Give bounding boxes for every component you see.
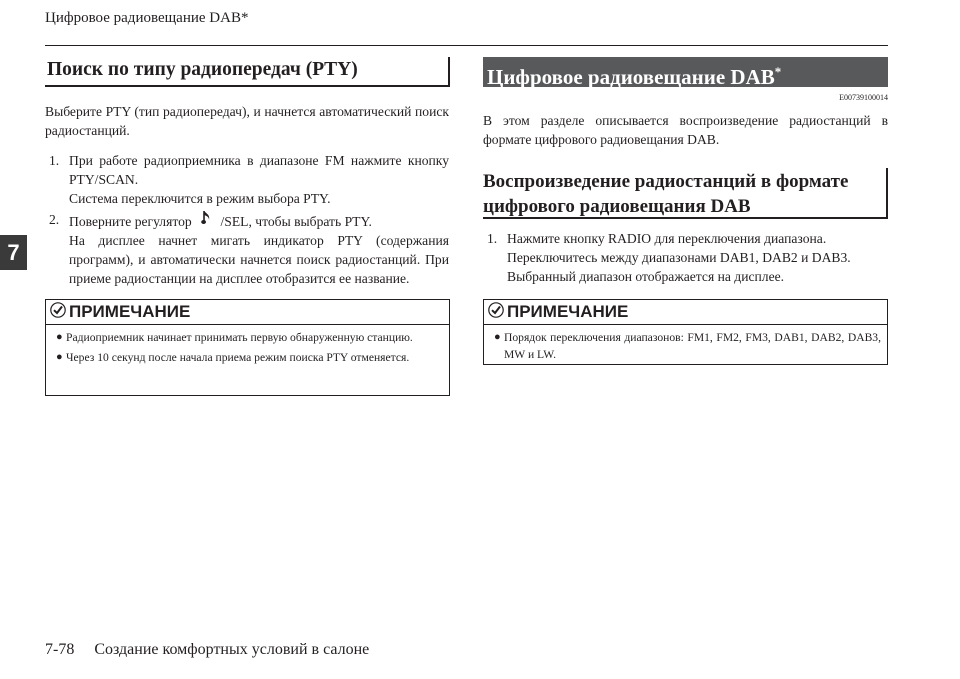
- pty-intro: Выберите PTY (тип радиопередач), и начнется автоматический поиск радиостанций.: [45, 104, 449, 138]
- page-number: 7-78: [45, 641, 75, 658]
- note-text: Через 10 секунд после начала приема режим поиска PTY отменяется.: [66, 351, 410, 364]
- dab-section-title: [483, 57, 888, 87]
- note-text: Радиоприемник начинает принимать первую обнаруженную станцию.: [66, 331, 413, 344]
- pty-steps: [49, 151, 449, 288]
- step-result: Выбранный диапазон отображается на дисплее.: [507, 269, 785, 284]
- dab-subsection-title: [483, 168, 888, 219]
- bullet-icon: ●: [56, 351, 63, 363]
- step-number: 1.: [487, 231, 498, 246]
- pty-note-box: [45, 299, 450, 396]
- pty-step-2: [49, 210, 449, 288]
- dab-step-1: [487, 229, 888, 286]
- note-header: [484, 300, 887, 325]
- note-label: ПРИМЕЧАНИЕ: [507, 302, 629, 321]
- note-item: [46, 329, 449, 346]
- note-item: [46, 349, 449, 366]
- dab-steps: [487, 229, 888, 286]
- step-result: На дисплее начнет мигать индикатор PTY (содержания программ), и автоматически начнется поиск радиостанций. При приеме радиостанции на дисплее отобразится ее название.: [69, 233, 449, 286]
- note-check-icon: [488, 302, 504, 323]
- header-rule: [45, 45, 888, 46]
- dab-note-box: [483, 299, 888, 365]
- bullet-icon: ●: [494, 331, 501, 343]
- footer: [45, 641, 369, 659]
- note-header: [46, 300, 449, 325]
- dab-title-mark: *: [774, 64, 782, 79]
- tuning-knob-icon: [195, 210, 217, 231]
- step-text-post: /SEL, чтобы выбрать PTY.: [220, 214, 372, 229]
- running-header: Цифровое радиовещание DAB*: [45, 10, 249, 26]
- step-number: 1.: [49, 153, 60, 168]
- pty-section-title: Поиск по типу радиопередач (PTY): [45, 57, 450, 87]
- note-label: ПРИМЕЧАНИЕ: [69, 302, 191, 321]
- dab-title-text: Цифровое радиовещание DAB: [487, 65, 775, 89]
- step-text: [69, 210, 449, 231]
- note-text: Порядок переключения диапазонов: FM1, FM2, FM3, DAB1, DAB2, DAB3, MW и LW.: [504, 331, 881, 361]
- step-result: Переключитесь между диапазонами DAB1, DAB2 и DAB3.: [507, 250, 851, 265]
- pty-step-1: [49, 151, 449, 208]
- step-text: При работе радиоприемника в диапазоне FM нажмите кнопку PTY/SCAN.: [69, 153, 449, 187]
- chapter-tab: 7: [0, 235, 27, 270]
- subtitle-line-2: цифрового радиовещания DAB: [483, 196, 751, 217]
- subtitle-line-1: Воспроизведение радиостанций в формате: [483, 171, 849, 192]
- step-text: Нажмите кнопку RADIO для переключения диапазона.: [507, 231, 827, 246]
- note-item: [484, 329, 887, 363]
- step-result: Система переключится в режим выбора PTY.: [69, 191, 331, 206]
- step-number: 2.: [49, 212, 60, 227]
- bullet-icon: ●: [56, 331, 63, 343]
- note-check-icon: [50, 302, 66, 323]
- document-code: E00739100014: [839, 93, 888, 102]
- step-text-pre: Поверните регулятор: [69, 214, 192, 229]
- dab-intro: В этом разделе описывается воспроизведение радиостанций в формате цифрового радиовещания DAB.: [483, 113, 888, 147]
- chapter-title: Создание комфортных условий в салоне: [94, 641, 370, 658]
